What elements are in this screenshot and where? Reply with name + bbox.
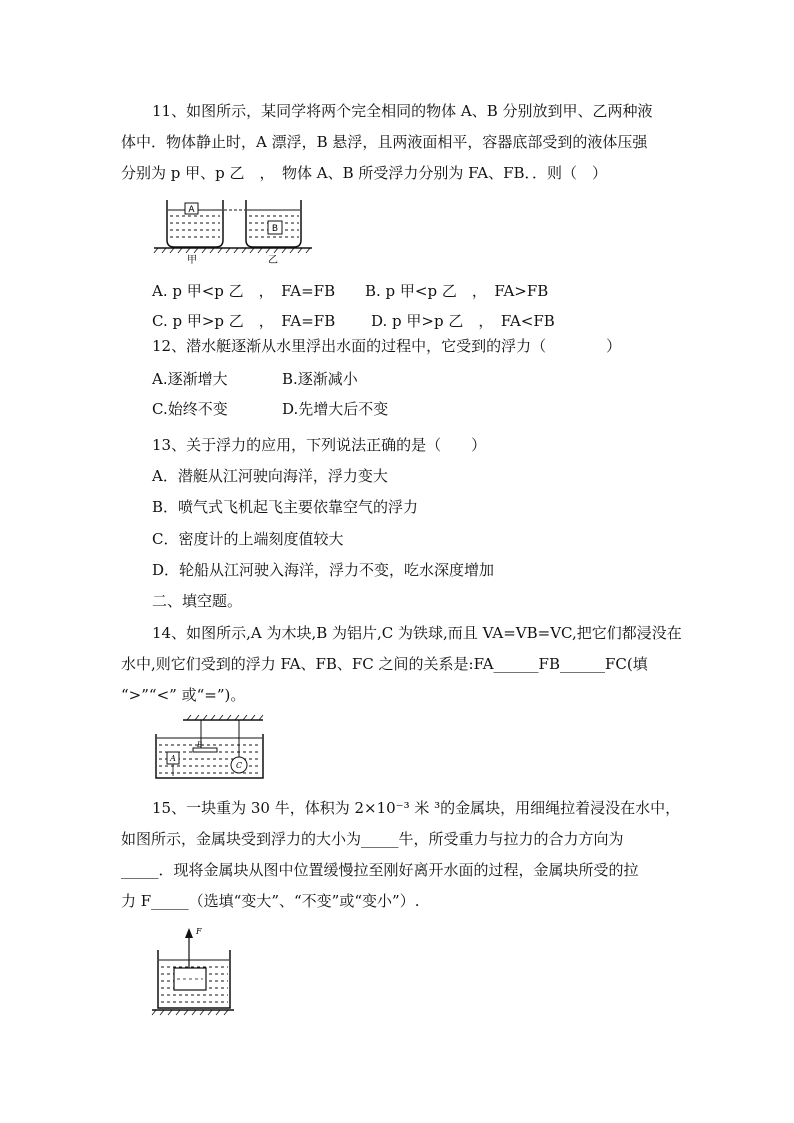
q14-label-a: A <box>170 754 176 763</box>
q13-option-a: A．潜艇从江河驶向海洋，浮力变大 <box>152 467 388 485</box>
q15-line-4: 力 F_____（选填“变大”、“不变”或“变小”）. <box>121 892 420 910</box>
q11-line-2: 体中．物体静止时，A 漂浮，B 悬浮，且两液面相平，容器底部受到的液体压强 <box>121 133 648 151</box>
q15-line-1: 15、一块重为 30 牛，体积为 2×10⁻³ 米 ³的金属块，用细绳拉着浸没在水中， <box>152 799 681 817</box>
q15-line-3: _____．现将金属块从图中位置缓慢拉至刚好离开水面的过程，金属块所受的拉 <box>121 861 639 879</box>
q11-label-b: B <box>271 224 279 234</box>
section-fill-in-title: 二、填空题。 <box>152 592 243 610</box>
q15-label-f: F <box>196 927 202 936</box>
q14-line-3: “>”“<” 或“=”)。 <box>121 686 246 704</box>
q12-option-a: A.逐渐增大 <box>152 370 228 388</box>
q12-option-d: D.先增大后不变 <box>282 400 389 418</box>
q13-option-c: C．密度计的上端刻度值较大 <box>152 530 344 548</box>
q11-option-c: C. p 甲>p 乙 ， FA=FB <box>152 312 336 330</box>
q15-figure <box>150 924 240 1016</box>
q11-label-yi: 乙 <box>268 255 278 266</box>
q14-label-c: C <box>235 761 243 770</box>
q13-stem: 13、关于浮力的应用，下列说法正确的是（ ） <box>152 436 487 454</box>
q14-figure <box>153 714 268 782</box>
q13-option-b: B．喷气式飞机起飞主要依靠空气的浮力 <box>152 498 419 516</box>
q11-option-b: B. p 甲<p 乙 ， FA>FB <box>365 282 549 300</box>
q14-label-b: B <box>197 741 203 749</box>
q12-option-c: C.始终不变 <box>152 400 228 418</box>
q14-line-1: 14、如图所示,A 为木块,B 为铝片,C 为铁球,而且 VA=VB=VC,把它们都浸没在 <box>152 624 682 642</box>
q11-line-1: 11、如图所示，某同学将两个完全相同的物体 A、B 分别放到甲、乙两种液 <box>152 102 653 120</box>
q12-stem: 12、潜水艇逐渐从水里浮出水面的过程中，它受到的浮力（ ） <box>152 337 622 355</box>
q11-option-d: D. p 甲>p 乙 ， FA<FB <box>371 312 555 330</box>
q14-line-2: 水中,则它们受到的浮力 FA、FB、FC 之间的关系是:FA______FB______FC(填 <box>121 655 648 673</box>
q11-line-3: 分别为 p 甲、p 乙 ， 物体 A、B 所受浮力分别为 FA、FB．．则（ ） <box>121 164 608 182</box>
q12-option-b: B.逐渐减小 <box>282 370 358 388</box>
q11-figure <box>152 196 317 266</box>
q11-label-jia: 甲 <box>187 255 197 266</box>
q11-option-a: A. p 甲<p 乙 ， FA=FB <box>152 282 336 300</box>
q11-label-a: A <box>188 205 195 215</box>
q13-option-d: D．轮船从江河驶入海洋，浮力不变，吃水深度增加 <box>152 561 495 579</box>
q15-line-2: 如图所示，金属块受到浮力的大小为_____牛，所受重力与拉力的合力方向为 <box>121 830 624 848</box>
